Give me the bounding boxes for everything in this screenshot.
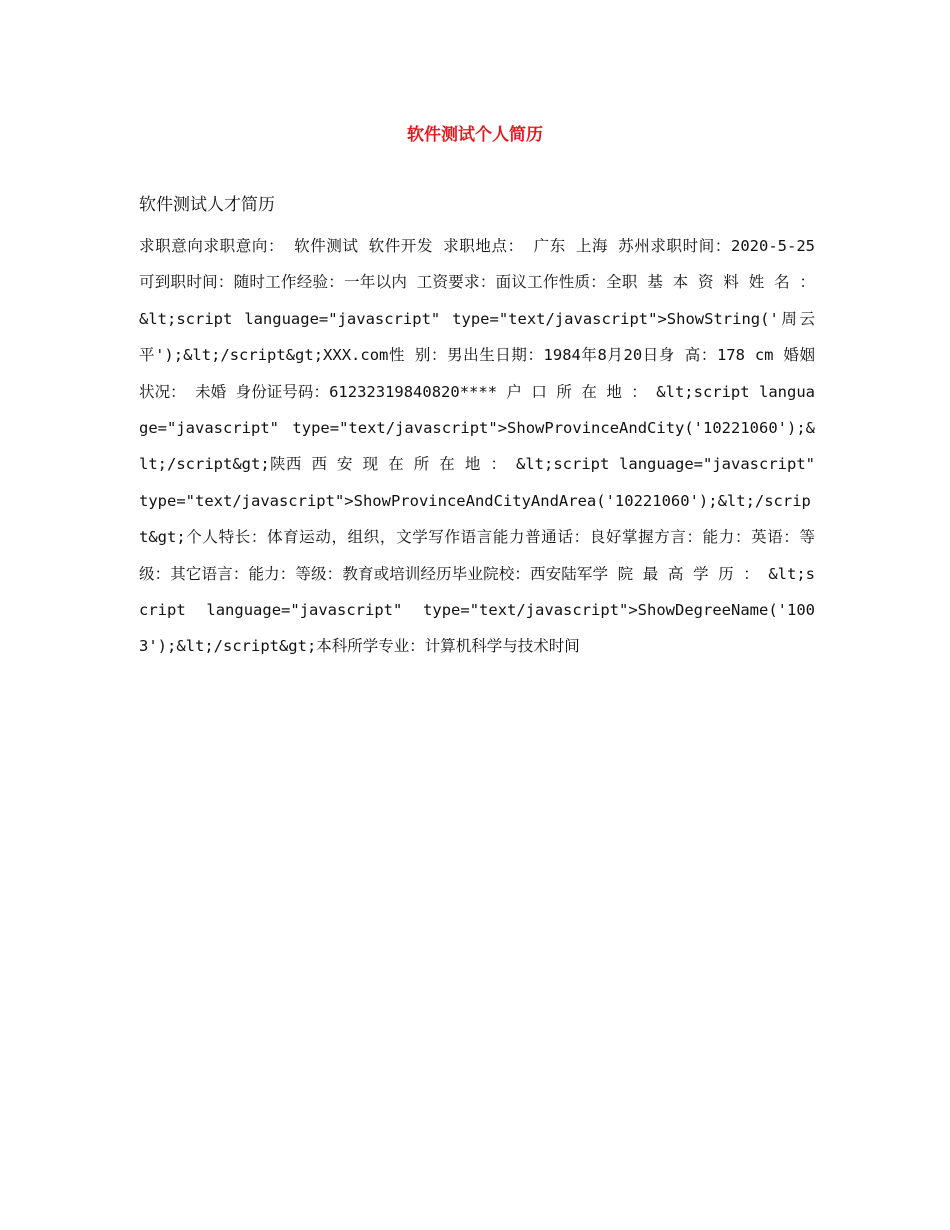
page-title: 软件测试个人简历 [407,125,543,145]
resume-body-text: 求职意向求职意向： 软件测试 软件开发 求职地点： 广东 上海 苏州求职时间：2020-5-25 可到职时间：随时工作经验：一年以内 工资要求：面议工作性质：全职 基 本 资 料 姓 名 ： &lt;script language="javascript" type="text/javascript">ShowString('周云平');&lt;/script&gt;XXX.com性 别：男出生日期：1984年8月20日身 高：178 cm 婚姻状况： 未婚 身份证号码：61232319840820**** 户 口 所 在 地 ： &lt;script language="javascript" type="text/javascript">ShowProvinceAndCity('10221060');&lt;/script&gt;陕西 西 安 现 在 所 在 地 ： &lt;script language="javascript" type="text/javascript">ShowProvinceAndCityAndArea('10221060');&lt;/script&gt;个人特长：体育运动，组织，文学写作语言能力普通话：良好掌握方言：能力：英语：等级：其它语言：能力：等级：教育或培训经历毕业院校：西安陆军学 院 最 高 学 历 ： &lt;script language="javascript" type="text/javascript">ShowDegreeName('1003');&lt;/script&gt;本科所学专业：计算机科学与技术时间 [139,237,815,656]
section-heading: 软件测试人才简历 [139,195,275,215]
